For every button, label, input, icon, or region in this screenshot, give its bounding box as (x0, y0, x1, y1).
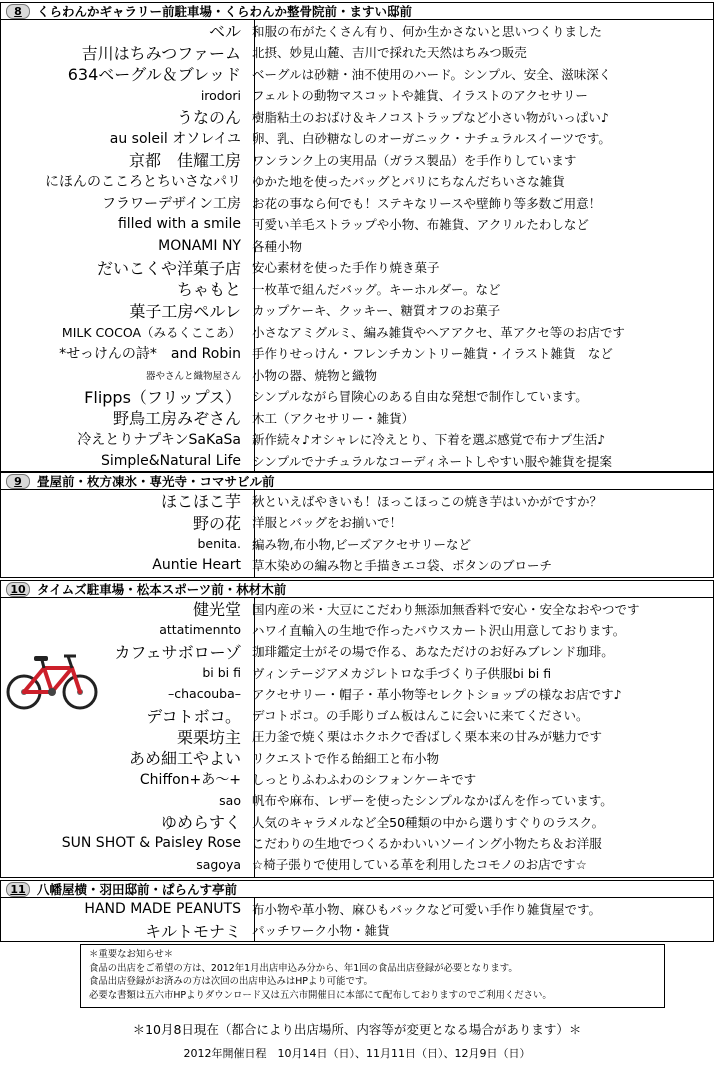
vendor-name: 野の花 (192, 513, 241, 533)
vendor-description: 珈琲鑑定士がその場で作る、あなただけのお好みブレンド珈琲。 (252, 644, 614, 660)
vendor-name: Simple&Natural Life (100, 452, 241, 469)
vendor-row (1, 364, 713, 386)
vendor-name: Auntie Heart (152, 557, 241, 574)
vendor-row (1, 128, 713, 150)
section-number: 11 (6, 882, 30, 897)
bicycle-icon (4, 648, 100, 710)
vendor-description: 小さなアミグルミ、編み雑貨やヘアアクセ、革アクセ等のお店です (252, 324, 625, 340)
vendor-name: 吉川はちみつファーム (81, 43, 241, 63)
vendor-description: フェルトの動物マスコットや雑貨、イラストのアクセサリー (252, 88, 588, 104)
vendor-row (1, 683, 713, 704)
column-divider (254, 598, 255, 877)
vendor-description: パッチワーク小物・雑貨 (252, 923, 390, 939)
notice-line: 食品の出店をご希望の方は、2012年1月出店申込み分から、年1回の食品出店登録が必要となります。 (89, 962, 518, 974)
vendor-name: sagoya (196, 856, 241, 872)
vendor-description: 編み物,布小物,ビーズアクセサリーなど (252, 536, 471, 552)
vendor-name: HAND MADE PEANUTS (84, 900, 241, 917)
vendor-description: 小物の器、焼物と織物 (252, 367, 378, 383)
vendor-name: 器やさんと織物屋さん (145, 370, 241, 382)
vendor-description: こだわりの生地でつくるかわいいソーイング小物たち＆お洋服 (252, 835, 602, 851)
vendor-name: デコトボコ。 (146, 706, 241, 726)
vendor-name: SUN SHOT & Paisley Rose (61, 834, 241, 851)
vendor-description: 帆布や麻布、レザーを使ったシンプルなかばんを作っています。 (252, 793, 613, 809)
vendor-row (1, 257, 713, 279)
vendor-description: 人気のキャラメルなど全50種類の中から選りすぐりのラスク。 (252, 814, 605, 830)
update-note: ＊10月8日現在（都合により出店場所、内容等が変更となる場合があります）＊ (132, 1022, 582, 1037)
vendor-list (1, 20, 713, 472)
vendor-name: キルトモナミ (145, 921, 241, 941)
vendor-row (1, 641, 713, 662)
vendor-name: あめ細工やよい (128, 749, 241, 769)
vendor-name: 京都 佳耀工房 (128, 151, 241, 171)
vendor-name: フラワーデザイン工房 (101, 195, 241, 212)
vendor-row (1, 533, 713, 555)
vendor-name: にほんのこころとちいさなパリ (45, 174, 241, 191)
vendor-row (1, 768, 713, 789)
vendor-description: 布小物や革小物、麻ひもバックなど可愛い手作り雑貨屋です。 (252, 901, 602, 917)
vendor-row (1, 854, 713, 875)
vendor-description: 木工（アクセサリー・雑貨） (252, 410, 415, 426)
vendor-row (1, 321, 713, 343)
vendor-description: ベーグルは砂糖・油不使用のハード。シンプル、安全、滋味深く (252, 66, 612, 82)
vendor-name: irodori (200, 87, 241, 103)
vendor-row (1, 429, 713, 451)
vendor-row (1, 811, 713, 832)
vendor-description: お花の事なら何でも！ステキなリースや壁飾り等多数ご用意！ (252, 195, 602, 211)
vendor-name: attatimennto (159, 622, 241, 638)
vendor-row (1, 85, 713, 107)
notice-line: 食品出店登録がお済みの方は次回の出店申込みはHPより可能です。 (89, 976, 373, 987)
vendor-name: ちゃもと (176, 280, 241, 300)
vendor-row (1, 598, 713, 619)
section-header-10 (0, 580, 714, 598)
vendor-description: しっとりふわふわのシフォンケーキです (252, 772, 477, 788)
vendor-description: 樹脂粘土のおばけ＆キノコストラップなど小さい物がいっぱい♪ (252, 109, 609, 125)
vendor-row (1, 490, 713, 512)
vendor-name: 菓子工房ペルレ (129, 301, 241, 321)
vendor-name: 冷えとりナプキンSaKaSa (77, 432, 241, 449)
vendor-name: MILK COCOA（みるくここあ） (61, 324, 241, 340)
vendor-name: 健光堂 (192, 600, 241, 620)
vendor-description: 圧力釜で焼く栗はホクホクで香ばしく栗本来の甘みが魅力です (252, 729, 603, 745)
vendor-row (1, 106, 713, 128)
important-notice (80, 944, 665, 1008)
section-header-9 (0, 472, 714, 490)
vendor-description: ヴィンテージアメカジレトロな手づくり子供服bi bi fi (252, 665, 552, 681)
vendor-row (1, 832, 713, 853)
vendor-description: カップケーキ、クッキー、糖質オフのお菓子 (252, 303, 501, 319)
vendor-name: だいこくや洋菓子店 (96, 258, 241, 278)
vendor-description: ハワイ直輸入の生地で作ったパウスカート沢山用意しております。 (252, 622, 626, 638)
column-divider (254, 20, 255, 471)
vendor-name: bi bi fi (202, 665, 241, 681)
vendor-name: カフェサボローゾ (114, 642, 241, 662)
vendor-description: 安心素材を使った手作り焼き菓子 (252, 260, 440, 276)
section-title: 畳屋前・枚方凍氷・専光寺・コマサビル前 (37, 474, 275, 489)
vendor-name: sao (219, 792, 241, 808)
vendor-row (1, 790, 713, 811)
vendor-description: デコトボコ。の手彫りゴム板はんこに会いに来てください。 (252, 708, 589, 724)
column-divider (254, 490, 255, 577)
vendor-name: 634ベーグル＆ブレッド (67, 65, 241, 85)
vendor-description: 洋服とバッグをお揃いで！ (252, 515, 403, 531)
section-title: 八幡屋横・羽田邸前・ぱらんす亭前 (37, 882, 238, 897)
vendor-name: ゆめらすく (160, 813, 241, 833)
notice-line: 必要な書類は五六市HPよりダウンロード又は五六市開催日に本部にて配布しておりますのでご利用ください。 (89, 989, 552, 1001)
vendor-name: ほこほこ芋 (160, 492, 241, 512)
vendor-description: 可愛い羊毛ストラップや小物、布雑貨、アクリルたわしなど (252, 217, 589, 233)
vendor-row (1, 662, 713, 683)
vendor-name: au soleil オソレイユ (109, 131, 241, 148)
vendor-row (1, 214, 713, 236)
vendor-name: benita. (197, 536, 241, 552)
vendor-row (1, 171, 713, 193)
vendor-row (1, 704, 713, 725)
section-header-11 (0, 880, 714, 898)
vendor-description: 一枚革で組んだバッグ。キーホルダー。など (252, 281, 501, 297)
vendor-row (1, 235, 713, 257)
vendor-name: うなのん (176, 108, 241, 128)
vendor-description: ☆椅子張りで使用している革を利用したコモノのお店です☆ (252, 857, 587, 873)
vendor-name: filled with a smile (117, 216, 241, 233)
vendor-row (1, 450, 713, 472)
vendor-description: リクエストで作る飴細工と布小物 (252, 750, 440, 766)
vendor-name: Chiffon+あ～+ (139, 772, 241, 789)
vendor-row (1, 300, 713, 322)
vendor-row (1, 42, 713, 64)
vendor-row (1, 407, 713, 429)
vendor-row (1, 747, 713, 768)
vendor-description: ワンランク上の実用品（ガラス製品）を手作りしています (252, 152, 577, 168)
event-schedule: 2012年開催日程 10月14日（日）、11月11日（日）、12月9日（日） (183, 1047, 531, 1060)
section-title: くらわんかギャラリー前駐車場・くらわんか整骨院前・ますい邸前 (37, 4, 413, 19)
vendor-description: アクセサリー・帽子・革小物等セレクトショップの様なお店です♪ (252, 686, 622, 702)
vendor-name: –chacouba– (168, 686, 241, 702)
notice-title: ＊重要なお知らせ＊ (89, 949, 174, 960)
vendor-description: シンプルでナチュラルなコーディネートしやすい服や雑貨を提案 (252, 453, 612, 469)
vendor-description: 草木染めの編み物と手描きエコ袋、ボタンのブローチ (252, 558, 553, 574)
vendor-description: シンプルながら冒険心のある自由な発想で制作しています。 (252, 389, 588, 405)
section-number: 10 (6, 582, 30, 597)
vendor-name: Flipps（フリップス） (84, 387, 241, 407)
vendor-row (1, 63, 713, 85)
vendor-description: 手作りせっけん・フレンチカントリー雑貨・イラスト雑貨 など (252, 346, 613, 362)
section-header-8 (0, 2, 714, 20)
vendor-description: 国内産の米・大豆にこだわり無添加無香料で安心・安全なおやつです (252, 601, 640, 617)
vendor-name: *せっけんの詩* and Robin (59, 346, 241, 363)
vendor-row (1, 555, 713, 577)
vendor-row (1, 512, 713, 534)
vendor-name: MONAMI NY (158, 237, 241, 254)
vendor-list (1, 898, 713, 941)
vendor-description: 秋といえばやきいも！ほっこほっこの焼き芋はいかがですか？ (252, 493, 603, 509)
vendor-row (1, 619, 713, 640)
section-block-11 (0, 898, 714, 942)
section-block-9 (0, 490, 714, 578)
vendor-name: 栗栗坊主 (176, 727, 241, 747)
vendor-description: 卵、乳、白砂糖なしのオーガニック・ナチュラルスイーツです。 (252, 131, 611, 147)
vendor-row (1, 920, 713, 942)
vendor-row (1, 386, 713, 408)
section-title: タイムズ駐車場・松本スポーツ前・林材木前 (37, 582, 287, 597)
vendor-list (1, 598, 713, 875)
section-number: 8 (6, 4, 30, 19)
section-block-8 (0, 20, 714, 472)
vendor-description: 各種小物 (252, 238, 303, 254)
vendor-row (1, 192, 713, 214)
vendor-row (1, 343, 713, 365)
vendor-description: ゆかた地を使ったバッグとパリにちなんだちいさな雑貨 (252, 174, 565, 190)
vendor-list (1, 490, 713, 576)
vendor-description: 和服の布がたくさん有り、何か生かさないと思いつくりました (252, 23, 603, 39)
section-block-10 (0, 598, 714, 878)
vendor-description: 北摂、妙見山麓、吉川で採れた天然はちみつ販売 (252, 45, 527, 61)
vendor-row (1, 20, 713, 42)
column-divider (254, 898, 255, 941)
vendor-name: ベル (208, 22, 241, 42)
vendor-row (1, 149, 713, 171)
section-number: 9 (6, 474, 30, 489)
vendor-row (1, 278, 713, 300)
vendor-row (1, 898, 713, 920)
vendor-name: 野鳥工房みぞさん (112, 409, 241, 429)
vendor-description: 新作続々♪オシャレに冷えとり、下着を選ぶ感覚で布ナプ生活♪ (252, 432, 606, 448)
vendor-row (1, 726, 713, 747)
